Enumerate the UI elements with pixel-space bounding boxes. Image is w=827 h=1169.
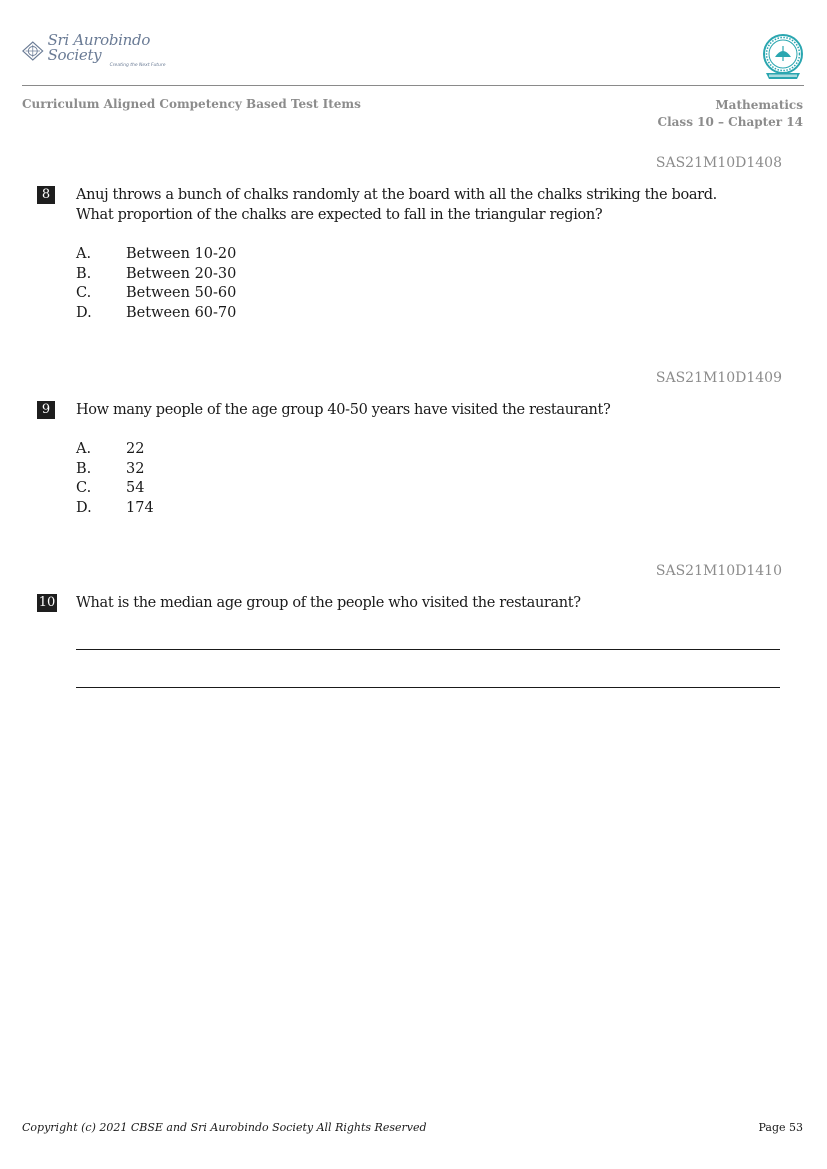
answer-line[interactable] — [76, 687, 780, 688]
question-code: SAS21M10D1408 — [655, 155, 782, 171]
option-a — [76, 439, 144, 459]
header-left-title: Curriculum Aligned Competency Based Test Items — [22, 97, 361, 111]
option-d — [76, 498, 154, 518]
question-text-line: How many people of the age group 40-50 years have visited the restaurant? — [76, 402, 611, 418]
option-c — [76, 478, 144, 498]
option-letter: A. — [76, 441, 92, 457]
question-text-line: Anuj throws a bunch of chalks randomly at the board with all the chalks striking the board. — [76, 187, 717, 203]
option-text: Between 50-60 — [126, 285, 237, 301]
chapter-title: Class 10 – Chapter 14 — [657, 115, 803, 129]
question-number: 10 — [38, 595, 56, 610]
logo-name: Sri Aurobindo Society — [47, 31, 151, 65]
logo-tagline: Creating the Next Future — [109, 63, 166, 69]
option-a — [76, 244, 236, 264]
option-letter: B. — [76, 461, 92, 477]
header-rule — [22, 85, 804, 86]
question-text-line: What proportion of the chalks are expected to fall in the triangular region? — [76, 207, 603, 223]
question-text — [76, 400, 610, 420]
question-number: 9 — [37, 401, 55, 419]
option-text: 174 — [126, 500, 154, 516]
option-c — [76, 283, 236, 303]
sri-aurobindo-society-logo-icon — [22, 40, 44, 62]
subject-title: Mathematics — [715, 98, 803, 112]
option-text: Between 60-70 — [126, 305, 237, 321]
question-text-line: What is the median age group of the people who visited the restaurant? — [76, 595, 581, 611]
answer-line[interactable] — [76, 649, 780, 650]
option-letter: B. — [76, 266, 92, 282]
option-text: 54 — [126, 480, 145, 496]
page-number: Page 53 — [758, 1121, 803, 1134]
option-letter: D. — [76, 500, 92, 516]
option-text: 22 — [126, 441, 145, 457]
option-letter: C. — [76, 480, 92, 496]
copyright-notice: Copyright (c) 2021 CBSE and Sri Aurobindo Society All Rights Reserved — [22, 1121, 427, 1134]
question-code: SAS21M10D1409 — [655, 370, 782, 386]
cbse-seal-icon — [760, 33, 806, 81]
sri-aurobindo-society-logo — [22, 31, 192, 69]
option-b — [76, 459, 144, 479]
option-letter: A. — [76, 246, 92, 262]
question-code: SAS21M10D1410 — [655, 563, 782, 579]
question-text — [76, 185, 717, 225]
option-d — [76, 303, 236, 323]
option-letter: C. — [76, 285, 92, 301]
option-b — [76, 264, 236, 284]
question-text — [76, 593, 581, 613]
option-text: Between 20-30 — [126, 266, 237, 282]
option-text: 32 — [126, 461, 145, 477]
option-letter: D. — [76, 305, 92, 321]
question-number: 8 — [37, 186, 55, 204]
option-text: Between 10-20 — [126, 246, 237, 262]
header-right — [658, 97, 803, 131]
